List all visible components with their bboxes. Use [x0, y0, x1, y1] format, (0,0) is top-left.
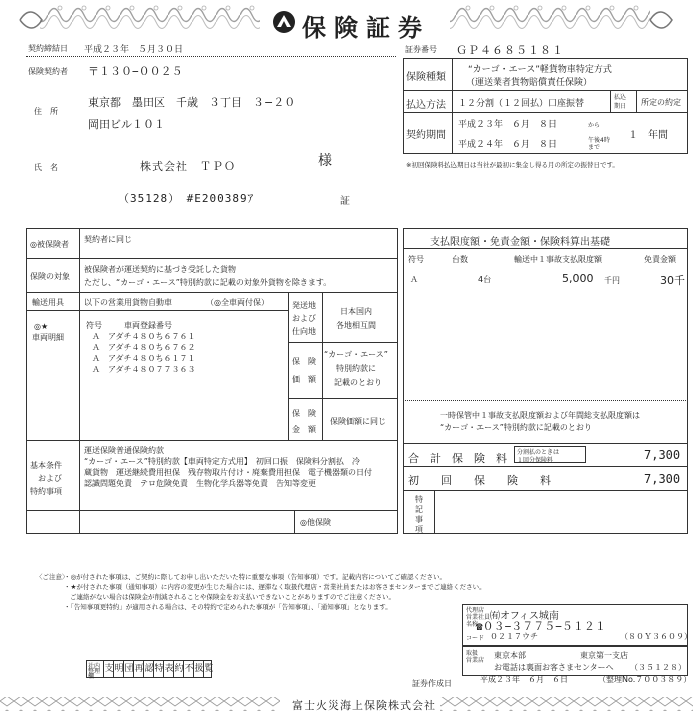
policy-number: ＧＰ４６８５１８１ [456, 44, 564, 57]
payment-method-label: 払込方法 [406, 100, 446, 111]
issue-date: 平成２３年 ６月 ６日 [480, 675, 568, 684]
address-line1: 東京都 墨田区 千歳 ３丁目 ３−２０ [88, 96, 296, 109]
origin-value2: 各地相互間 [336, 321, 376, 330]
contact-code: （３５１２８） [630, 663, 686, 672]
total-premium-value: 7,300 [644, 448, 681, 462]
caution-line2: ・★が付された事項（通知事項）に内容の変更が生じた場合には、遅滞なく取扱代理店・営業社員またはお客さまセンターまでご連絡ください。 [64, 583, 486, 591]
target-line1: 被保険者が運送契約に基づき受託した貨物 [84, 265, 236, 274]
insurance-type-line1: “カーゴ・エース”軽貨物車特定方式 [468, 65, 612, 75]
payment-method-value: １２分割（１２回払）口座振替 [458, 99, 585, 109]
storage-note1: 一時保管中１事故支払限度額および年間総支払限度額は [440, 411, 640, 420]
period-end: 平成２４年 ６月 ８日 [458, 140, 558, 150]
company-name: 富士火災海上保険株式会社 [292, 699, 436, 712]
insurance-type-line2: （運送業者貨物賠償責任保険） [466, 78, 593, 88]
period-start: 平成２３年 ６月 ８日 [458, 120, 558, 130]
payment-day-value: 所定の約定 [641, 98, 681, 107]
vehicle-code: Ａ [92, 343, 100, 352]
agent-code2: （８０Ｙ３６０９） [620, 632, 692, 641]
stamp-cell: 再 [133, 661, 144, 677]
origin-value1: 日本国内 [340, 307, 372, 316]
company-logo-icon [272, 10, 296, 34]
stamp-cell: 団 [123, 661, 134, 677]
col-code: 符号 [408, 255, 424, 264]
insurance-amount-label: 保 険 [292, 409, 316, 418]
period-length: １ 年間 [628, 130, 668, 141]
contract-date-label: 契約締結日 [28, 44, 68, 53]
page-title: 保険証券 [302, 13, 430, 42]
conditions-line4: 認識問題免責 テロ危険免責 生物化学兵器等免責 告知等変更 [84, 479, 316, 488]
other-insurance-label: ◎他保険 [300, 518, 331, 527]
policy-number-label: 証券番号 [405, 45, 437, 54]
target-line2: ただし、“カーゴ・エース”特別約款に記載の対象外貨物を除きます。 [84, 278, 332, 287]
total-premium-label: 合 計 保 険 料 [408, 452, 507, 465]
conditions-line2: “カーゴ・エース”特別約款【車両特定方式用】 初回口振 保険料分割払 冷 [84, 457, 360, 466]
insured-value: 契約者に同じ [84, 235, 132, 244]
first-premium-label: 初 回 保 険 料 [408, 474, 551, 487]
stamp-cell: 約 [173, 661, 184, 677]
internal-stamp-bar: 社内 整理 欄 支 明 団 再 認 特 表 約 不 扱 覧 [86, 660, 212, 678]
caution-label: 〈ご注意〉 [36, 573, 69, 581]
caution-line1: ・◎が付された事項は、ご契約に際してお申し出いただいた特に重要な事項（告知事項）です。記載内容についてご確認ください。 [64, 573, 447, 581]
transport-value: 以下の営業用貨物自動車 [84, 298, 172, 307]
conditions-line1: 運送保険普通保険約款 [84, 446, 164, 455]
stamp-cell: 明 [113, 661, 124, 677]
sama-suffix: 様 [318, 153, 332, 169]
col-deductible: 免責金額 [644, 255, 676, 264]
col-count: 台数 [452, 255, 468, 264]
contact-note: お電話は裏面お客さまセンターへ [494, 663, 614, 672]
storage-note2: “カーゴ・エース”特別約款に記載のとおり [440, 423, 592, 432]
row-limit: 5,000 [562, 272, 594, 285]
customer-code: （35128） #E200389ｱ [118, 192, 255, 205]
premium-table [403, 228, 688, 534]
address-line2: 岡田ビル１０１ [88, 118, 165, 131]
payment-day-label: 払込 [614, 94, 627, 101]
vehicle-code: Ａ [92, 365, 100, 374]
vehicle-registration: アダチ４８０ち６７６１ [108, 332, 196, 341]
vehicle-registration: アダチ４８０ち６１７１ [108, 354, 196, 363]
stamp-cell: 覧 [203, 661, 214, 677]
vehicle-registration: アダチ４８０７７３６３ [108, 365, 196, 374]
vehicle-registration: アダチ４８０ち６７６２ [108, 343, 196, 352]
address-label: 住 所 [34, 107, 58, 116]
agent-code: ０２１７ウチ [490, 632, 538, 641]
holder-name: 株式会社 ＴＰＯ [140, 160, 236, 173]
issue-number: （整理No.７００３８９） [598, 675, 692, 684]
caution-line3: ご連絡がない場合は保険金が削減されることや保険金をお支払いできないことがありますのでご注意ください。 [70, 593, 395, 601]
agent-name: ㈲オフィス城南 [490, 611, 559, 622]
postal-code: 〒１３０−００２５ [88, 65, 183, 78]
row-count: 4台 [478, 275, 492, 284]
contract-date-value: 平成２３年 ５月３０日 [84, 45, 184, 55]
holder-label: 保険契約者 [28, 67, 68, 76]
agent-phone: ☎０３−３７７５−５１２１ [476, 620, 606, 633]
stamp-cell: 扱 [193, 661, 204, 677]
dept-value: 東京本部 [494, 651, 526, 660]
target-label: 保険の対象 [30, 272, 70, 281]
transport-label: 輸送用具 [32, 298, 64, 307]
row-code: Ａ [410, 275, 418, 284]
conditions-label: 基本条件 [30, 461, 62, 470]
insured-label: ◎被保険者 [30, 240, 69, 249]
insured-amount-label: 保 険 [292, 357, 316, 366]
row-limit-unit: 千円 [604, 276, 620, 285]
first-payment-note: ※初回保険料払込期日は当社が最初に集金し得る月の所定の振替日です。 [406, 161, 619, 169]
stamp-cell: 表 [163, 661, 174, 677]
branch-value: 東京第一支店 [580, 651, 628, 660]
sho-mark: 証 [340, 196, 350, 207]
insured-amount-value: “カーゴ・エース” [324, 350, 388, 359]
vehicle-header-code: 符号 [86, 321, 102, 330]
caution-line4: ・「告知事項更特約」が適用される場合は、その特約で定められた事項が「告知事項」、「通知事項」となります。 [64, 603, 392, 611]
origin-label: 発送地 [292, 301, 316, 310]
stamp-cell: 支 [103, 661, 114, 677]
premium-table-title: 支払限度額・免責金額・保険料算出基礎 [430, 237, 610, 248]
name-label: 氏 名 [34, 163, 58, 172]
notes-label: 特 [415, 495, 423, 504]
vehicle-header-reg: 車両登録番号 [124, 321, 172, 330]
vehicle-code: Ａ [92, 332, 100, 341]
all-vehicle-note: （◎全車両付保） [206, 298, 269, 307]
conditions-line3: 蔵貨物 運送継続費用担保 残存物取片付け・廃棄費用担保 電子機器類の日付 [84, 468, 372, 477]
issue-date-label: 証券作成日 [412, 679, 452, 688]
vehicle-code: Ａ [92, 354, 100, 363]
contract-period-label: 契約期間 [406, 130, 446, 141]
first-premium-value: 7,300 [644, 472, 681, 486]
vehicle-label: ◎★ [34, 322, 49, 331]
row-deductible: 30千 [660, 274, 685, 287]
stamp-cell: 認 [143, 661, 154, 677]
stamp-cell: 特 [153, 661, 164, 677]
stamp-cell: 不 [183, 661, 194, 677]
col-limit: 輸送中１事故支払限度額 [514, 255, 602, 264]
insurance-type-label: 保険種類 [406, 72, 446, 83]
insurance-amount-value: 保険価額に同じ [330, 417, 386, 426]
